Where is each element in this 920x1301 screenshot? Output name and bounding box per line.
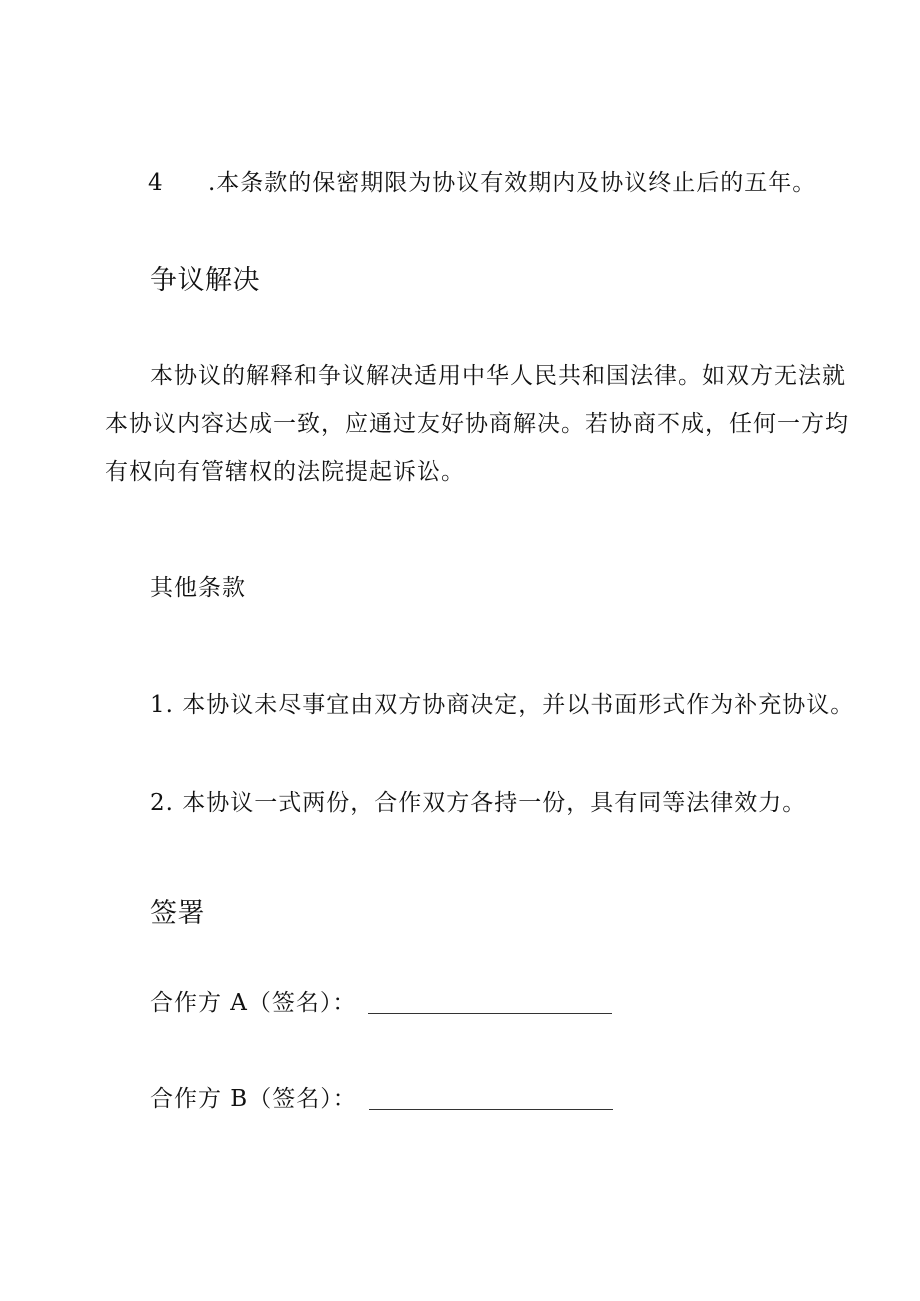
party-b-signature-line[interactable]	[369, 1109, 613, 1110]
dispute-paragraph-line-2: 本协议内容达成一致，应通过友好协商解决。若协商不成，任何一方均	[105, 411, 849, 437]
other-terms-heading: 其他条款	[150, 575, 246, 601]
party-b-label: 合作方 B（签名）：	[150, 1086, 357, 1112]
dispute-paragraph-line-3: 有权向有管辖权的法院提起诉讼。	[105, 459, 465, 485]
other-terms-item-2: 2. 本协议一式两份，合作双方各持一份，具有同等法律效力。	[150, 790, 807, 816]
party-a-label: 合作方 A（签名）：	[150, 990, 357, 1016]
dispute-heading: 争议解决	[150, 265, 260, 296]
party-a-signature-row	[150, 988, 612, 1018]
item-number: 4	[148, 170, 164, 196]
item-text: .本条款的保密期限为协议有效期内及协议终止后的五年。	[208, 170, 817, 196]
other-terms-item-1: 1. 本协议未尽事宜由双方协商决定，并以书面形式作为补充协议。	[150, 692, 855, 718]
signing-heading: 签署	[150, 898, 205, 929]
dispute-paragraph-line-1: 本协议的解释和争议解决适用中华人民共和国法律。如双方无法就	[150, 363, 846, 389]
confidentiality-item-4	[148, 168, 816, 198]
party-a-signature-line[interactable]	[368, 1013, 612, 1014]
party-b-signature-row	[150, 1084, 613, 1114]
